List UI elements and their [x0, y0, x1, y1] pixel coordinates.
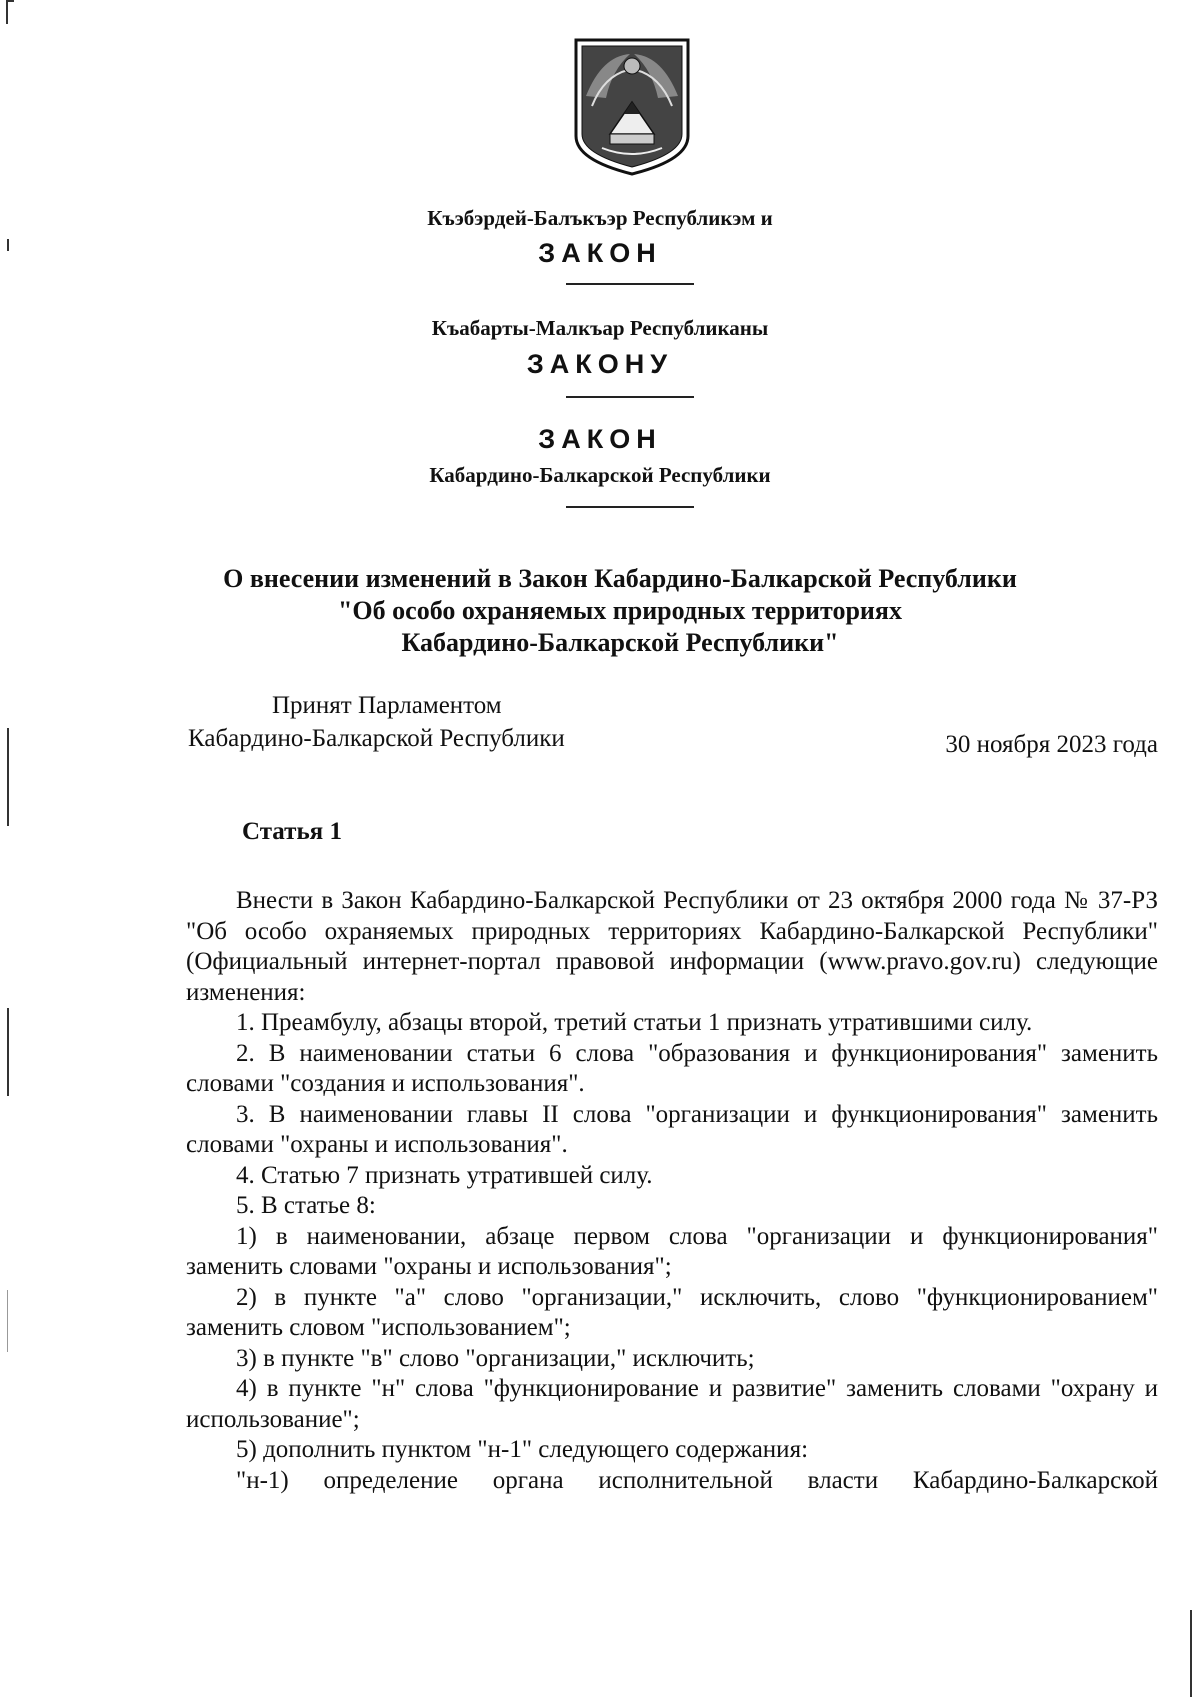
adoption-date: 30 ноября 2023 года [945, 731, 1158, 758]
scan-mark [7, 1008, 9, 1096]
balkar-republic-line: Къабарты-Малкъар Республиканы [431, 316, 769, 340]
article-paragraph: 5) дополнить пунктом "н-1" следующего содержания: [236, 1436, 809, 1463]
article-paragraph: 3. В наименовании главы II слова "организации и функционирования" заменить словами "охраны и использования". [186, 1100, 1158, 1158]
kabardian-republic-line: Къэбэрдей-Балъкъэр Республикэм и [427, 206, 773, 230]
article-paragraph: 2. В наименовании статьи 6 слова "образования и функционирования" заменить словами "создания и использования". [186, 1039, 1158, 1097]
article-body [186, 886, 1158, 1496]
kabardian-law-heading: ЗАКОН [538, 238, 662, 268]
adoption-line-2: Кабардино-Балкарской Республики [188, 725, 565, 752]
russian-republic-line: Кабардино-Балкарской Республики [429, 463, 771, 487]
document-title-line-3: Кабардино-Балкарской Республики" [401, 628, 839, 657]
article-paragraph: "н-1) определение органа исполнительной власти Кабардино-Балкарской [236, 1466, 1158, 1494]
article-paragraph: 3) в пункте "в" слово "организации," исключить; [236, 1344, 755, 1372]
scan-mark [7, 728, 9, 826]
balkar-law-heading: ЗАКОНУ [526, 349, 674, 379]
article-paragraph: Внести в Закон Кабардино-Балкарской Республики от 23 октября 2000 года № 37-РЗ "Об особо охраняемых природных территориях Кабардино-Балкарской Республики" (Официальный интернет-портал правовой информации (www.pravo.gov.ru) следующие изменения: [186, 887, 1158, 1006]
article-paragraph: 1. Преамбулу, абзацы второй, третий статьи 1 признать утратившими силу. [236, 1009, 1033, 1036]
scan-mark [1190, 1610, 1192, 1697]
divider [566, 283, 694, 285]
article-paragraph: 4) в пункте "н" слова "функционирование и развитие" заменить словами "охрану и использование"; [186, 1375, 1158, 1433]
russian-law-heading: ЗАКОН [538, 424, 662, 454]
document-title-line-1: О внесении изменений в Закон Кабардино-Балкарской Республики [223, 564, 1017, 593]
article-paragraph: 1) в наименовании, абзаце первом слова "организации и функционирования" заменить словами "охраны и использования"; [186, 1222, 1158, 1280]
coat-of-arms-icon [572, 36, 692, 176]
article-paragraph: 2) в пункте "а" слово "организации," исключить, слово "функционированием" заменить словом "использованием"; [186, 1283, 1158, 1341]
divider [566, 396, 694, 398]
adoption-line-1: Принят Парламентом [272, 692, 502, 719]
article-paragraph: 4. Статью 7 признать утратившей силу. [236, 1161, 653, 1189]
article-heading: Статья 1 [242, 818, 342, 845]
article-paragraph: 5. В статье 8: [236, 1192, 376, 1219]
divider [566, 506, 694, 508]
scan-mark [7, 1290, 8, 1352]
scan-mark [6, 0, 8, 24]
document-title-line-2: "Об особо охраняемых природных территориях [338, 596, 902, 625]
scan-mark [6, 0, 14, 2]
